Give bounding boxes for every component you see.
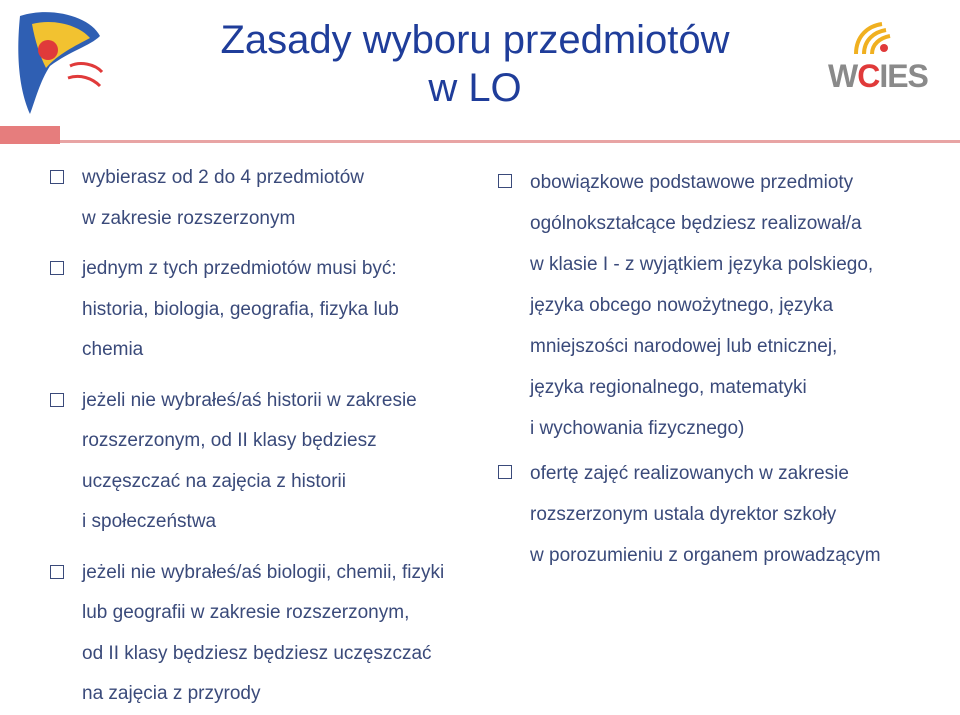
zakochaj-sie-w-warszawie-logo (10, 6, 110, 118)
title-line-1: Zasady wyboru przedmiotów (220, 18, 730, 62)
list-item-line: obowiązkowe podstawowe przedmioty (530, 172, 854, 193)
list-item-line: ogólnokształcące będziesz realizował/a (530, 213, 862, 234)
title-line-2: w LO (428, 66, 522, 110)
wcies-wordmark: WCIES (828, 58, 928, 94)
square-bullet-icon (50, 565, 64, 579)
list-item-line: języka obcego nowożytnego, języka (530, 295, 834, 316)
list-item-line: mniejszości narodowej lub etnicznej, (530, 336, 838, 357)
wcies-mark-icon (826, 18, 916, 58)
list-item-line: historia, biologia, geografia, fizyka lub (82, 298, 399, 320)
square-bullet-icon (50, 261, 64, 275)
list-item-line: w zakresie rozszerzonym (82, 207, 296, 229)
list-item-line: wybierasz od 2 do 4 przedmiotów (82, 167, 364, 188)
list-item-line: rozszerzonym ustala dyrektor szkoły (530, 504, 837, 525)
list-item-line: na zajęcia z przyrody (82, 683, 261, 704)
list-item-line: jeżeli nie wybrałeś/aś biologii, chemii, fizyki (82, 561, 445, 583)
square-bullet-icon (50, 393, 64, 407)
list-item (50, 249, 490, 371)
list-item-line: w klasie I - z wyjątkiem języka polskiego, (530, 254, 874, 275)
list-item-line: i społeczeństwa (82, 511, 217, 532)
square-bullet-icon (50, 170, 64, 184)
list-item-line: jeżeli nie wybrałeś/aś historii w zakresie (82, 389, 417, 411)
wcies-logo (826, 18, 928, 94)
square-bullet-icon (498, 174, 512, 188)
list-item-line: ofertę zajęć realizowanych w zakresie (530, 463, 849, 484)
right-column (498, 162, 948, 576)
list-item-line: chemia (82, 339, 144, 360)
list-item-line: od II klasy będziesz będziesz uczęszczać (82, 642, 432, 664)
list-item (498, 162, 948, 449)
list-item-line: jednym z tych przedmiotów musi być: (82, 258, 397, 279)
list-item (50, 381, 490, 543)
page-title (150, 16, 800, 112)
list-item-line: w porozumieniu z organem prowadzącym (530, 545, 881, 566)
list-item (498, 453, 948, 576)
list-item-line: i wychowania fizycznego) (530, 418, 745, 439)
list-item-line: lub geografii w zakresie rozszerzonym, (82, 602, 410, 623)
list-item-line: uczęszczać na zajęcia z historii (82, 470, 346, 492)
list-item (50, 158, 490, 239)
list-item (50, 553, 490, 715)
left-column (50, 158, 490, 715)
divider-accent-block (0, 126, 60, 144)
list-item-line: rozszerzonym, od II klasy będziesz (82, 430, 377, 451)
list-item-line: języka regionalnego, matematyki (530, 377, 807, 398)
square-bullet-icon (498, 465, 512, 479)
header-divider (60, 140, 960, 143)
